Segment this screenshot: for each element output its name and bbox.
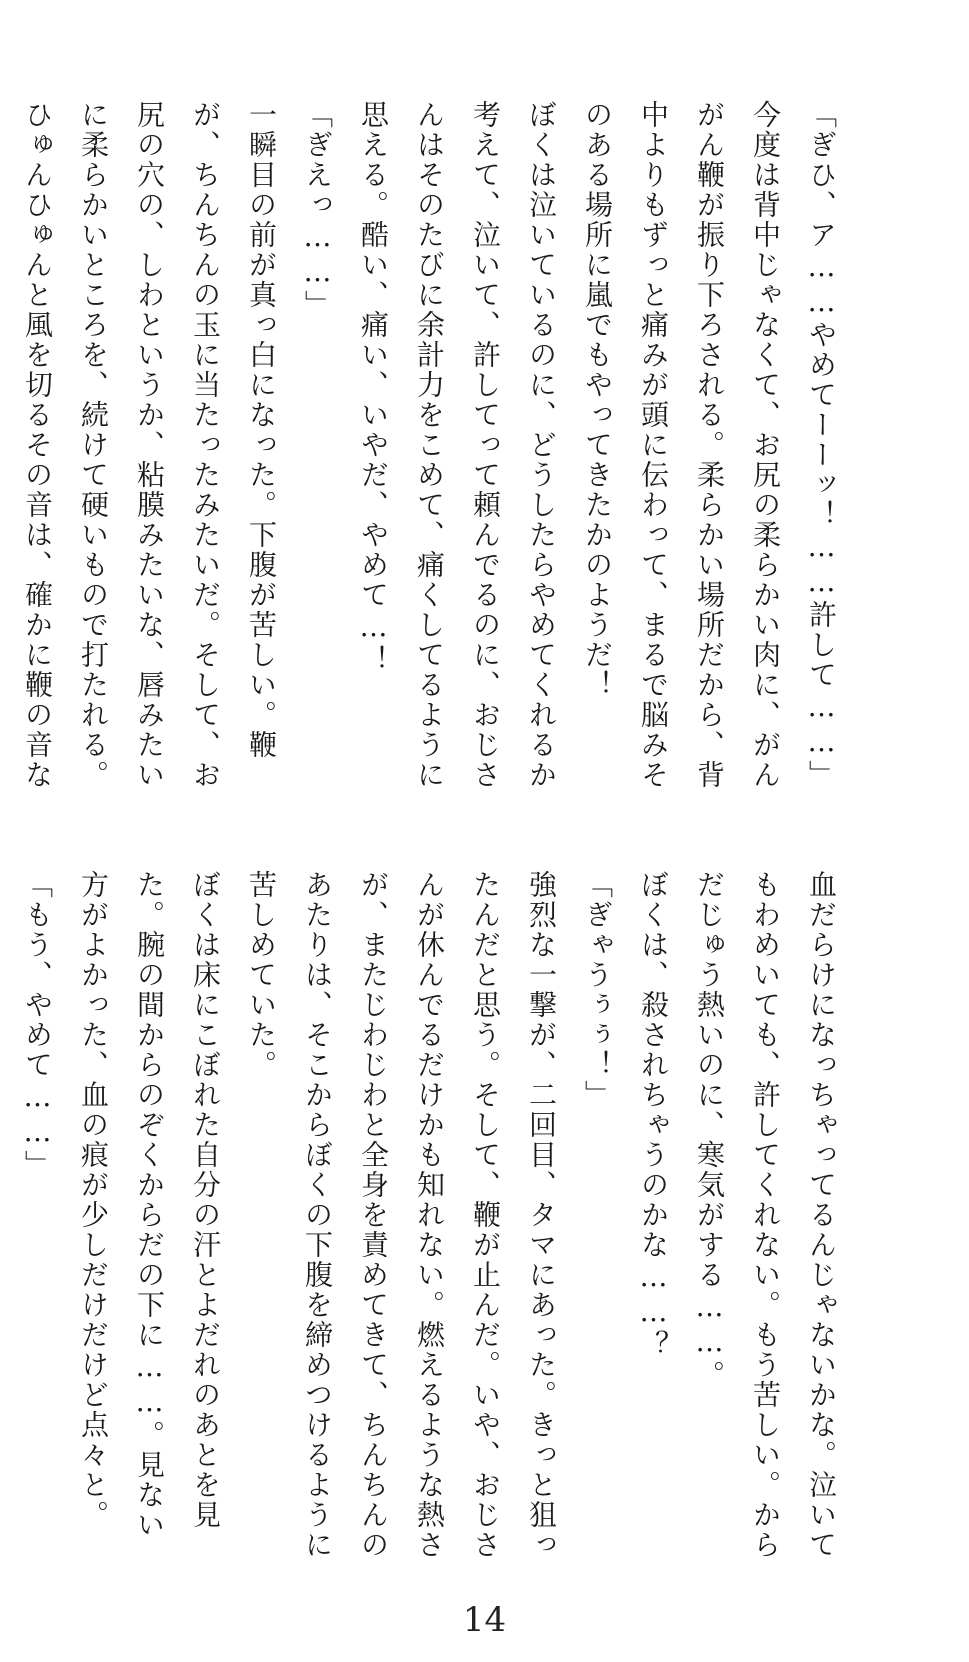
paragraph: 一瞬目の前が真っ白になった。下腹が苦しい。鞭が、ちんちんの玉に当たったみたいだ。そして、お尻の穴の、しわというか、粘膜みたいな、唇みたいに柔らかいところを、続けて硬いもので打たれる。ひゅんひゅんと風を切るその音は、確かに鞭の音な	[21, 100, 278, 790]
paragraph: 「ぎえっ……」	[301, 100, 334, 320]
paragraph: ぼくは泣いているのに、どうしたらやめてくれるか考えて、泣いて、許してって頼んでるのに、おじさんはそのたびに余計力をこめて、痛くしてるように思える。酷い、痛い、いやだ、やめて…！	[357, 100, 558, 790]
paragraph: ぼくは、殺されちゃうのかな……？	[637, 870, 670, 1360]
page-number: 14	[462, 1600, 507, 1640]
paragraph: 「ぎひ、ア……やめてーーッ！……許して……」	[805, 100, 838, 790]
paragraph: 血だらけになっちゃってるんじゃないかな。泣いてもわめいても、許してくれない。もう苦しい。からだじゅう熱いのに、寒気がする……。	[693, 870, 838, 1560]
lower-text-block	[21, 870, 849, 1560]
upper-text-block	[21, 100, 849, 790]
paragraph: 「ぎゃうぅぅ！」	[581, 870, 614, 1110]
paragraph: 「もう、やめて……」	[21, 870, 54, 1180]
paragraph	[0, 870, 9, 1560]
paragraph: 強烈な一撃が、二回目、タマにあった。きっと狙ったんだと思う。そして、鞭が止んだ。いや、おじさんが休んでるだけかも知れない。燃えるような熱さが、またじわじわと全身を責めてきて、ちんちんのあたりは、そこからぼくの下腹を締めつけるように苦しめていた。	[245, 870, 558, 1560]
paragraph: 今度は背中じゃなくて、お尻の柔らかい肉に、がんがん鞭が振り下ろされる。柔らかい場所だから、背中よりもずっと痛みが頭に伝わって、まるで脳みそのある場所に嵐でもやってきたかのようだ！	[581, 100, 782, 790]
paragraph: ぼくは床にこぼれた自分の汗とよだれのあとを見た。腕の間からのぞくからだの下に……。見ない方がよかった、血の痕が少しだけだけど点々と。	[77, 870, 222, 1540]
